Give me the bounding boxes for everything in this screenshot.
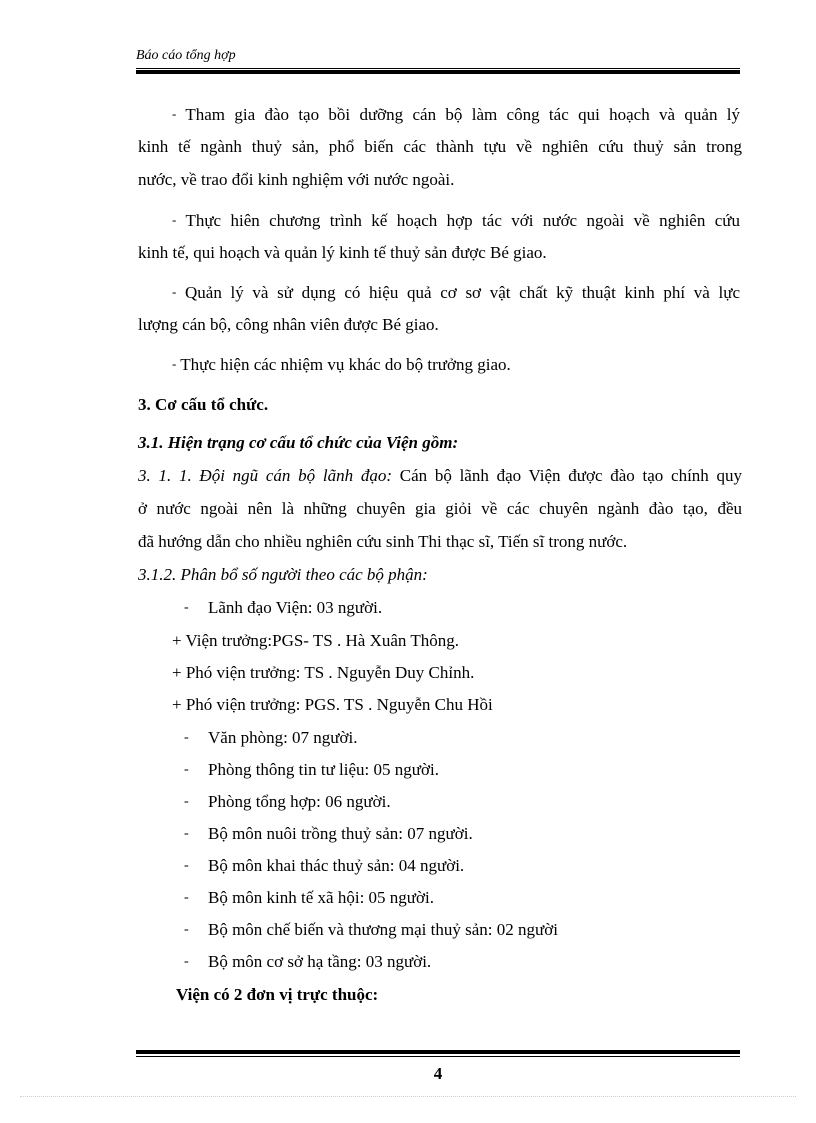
bullet-dash: - bbox=[184, 794, 189, 809]
paragraph-2-text: Thực hiên chương trình kế hoạch hợp tác với nước ngoài về nghiên cứu bbox=[185, 211, 740, 230]
header-rule-thick bbox=[136, 70, 740, 74]
bullet-dash: - bbox=[184, 922, 189, 937]
bullet-dash: - bbox=[184, 858, 189, 873]
bullet-dash: - bbox=[184, 600, 189, 615]
paragraph-1-text: Tham gia đào tạo bồi dưỡng cán bộ làm công tác qui hoạch và quản lý bbox=[185, 105, 740, 124]
list-item-text: Bộ môn nuôi trồng thuỷ sản: 07 người. bbox=[208, 824, 473, 843]
page-number: 4 bbox=[433, 1064, 443, 1083]
bullet-dash: - bbox=[172, 356, 177, 371]
section-heading: 3. Cơ cấu tổ chức. bbox=[138, 395, 269, 414]
paragraph-1-line-1 bbox=[172, 103, 740, 126]
list-item bbox=[184, 887, 788, 909]
bullet-dash: - bbox=[172, 212, 177, 227]
list-item bbox=[184, 951, 788, 973]
bullet-dash: - bbox=[184, 890, 189, 905]
paragraph-3-line-2: lượng cán bộ, công nhân viên được Bé giao. bbox=[138, 315, 439, 334]
list-item-text: Phòng tổng hợp: 06 người. bbox=[208, 792, 391, 811]
list-item bbox=[184, 727, 788, 749]
paragraph-4-line-1 bbox=[172, 353, 740, 376]
paragraph-3-text: Quản lý và sử dụng có hiệu quả cơ sơ vật chất kỹ thuật kinh phí và lực bbox=[185, 283, 741, 302]
list-item-text: Phòng thông tin tư liệu: 05 người. bbox=[208, 760, 439, 779]
bullet-dash: - bbox=[184, 730, 189, 745]
list-item bbox=[184, 919, 788, 941]
s312-label: 3.1.2. Phân bổ số người theo các bộ phận: bbox=[138, 565, 428, 584]
leader-item: + Viện trưởng:PGS- TS . Hà Xuân Thông. bbox=[172, 631, 459, 650]
list-item bbox=[184, 823, 788, 845]
header-rule-thin bbox=[136, 68, 740, 69]
leader-item: + Phó viện trưởng: TS . Nguyễn Duy Chỉnh. bbox=[172, 663, 475, 682]
list-item-text: Văn phòng: 07 người. bbox=[208, 728, 358, 747]
subsection-heading: 3.1. Hiện trạng cơ cấu tổ chức của Viện gồm: bbox=[138, 433, 459, 452]
footer-rule-thick bbox=[136, 1050, 740, 1054]
bullet-dash: - bbox=[184, 826, 189, 841]
paragraph-1-line-3: nước, về trao đổi kinh nghiệm với nước ngoài. bbox=[138, 170, 455, 189]
list-item-text: Bộ môn cơ sở hạ tầng: 03 người. bbox=[208, 952, 432, 971]
bullet-dash: - bbox=[172, 284, 177, 299]
s311-label: 3. 1. 1. Đội ngũ cán bộ lãnh đạo: bbox=[138, 466, 392, 485]
bullet-dash: - bbox=[184, 954, 189, 969]
bullet-dash: - bbox=[172, 106, 177, 121]
header-title: Báo cáo tổng hợp bbox=[136, 48, 236, 63]
bullet-dash: - bbox=[184, 762, 189, 777]
footer-rule-thin bbox=[136, 1056, 740, 1057]
list-item bbox=[184, 759, 788, 781]
list-item-text: Bộ môn kinh tế xã hội: 05 người. bbox=[208, 888, 434, 907]
s311-line-3: đã hướng dẫn cho nhiều nghiên cứu sinh Thi thạc sĩ, Tiến sĩ trong nước. bbox=[138, 532, 628, 551]
s311-line-1 bbox=[138, 465, 742, 487]
page-edge-dots bbox=[20, 1096, 796, 1097]
paragraph-4-text: Thực hiện các nhiệm vụ khác do bộ trưởng giao. bbox=[180, 355, 511, 374]
paragraph-3-line-1 bbox=[172, 281, 740, 304]
s311-text: Cán bộ lãnh đạo Viện được đào tạo chính quy bbox=[399, 466, 743, 485]
paragraph-1-line-2: kinh tế ngành thuỷ sản, phổ biến các thành tựu về nghiên cứu thuỷ sản trong bbox=[138, 137, 742, 156]
leader-item: + Phó viện trưởng: PGS. TS . Nguyễn Chu Hồi bbox=[172, 695, 493, 714]
affiliates-heading: Viện có 2 đơn vị trực thuộc: bbox=[176, 985, 379, 1004]
list-item bbox=[184, 791, 788, 813]
paragraph-2-line-1 bbox=[172, 209, 740, 232]
list-item-leadership bbox=[184, 597, 788, 619]
s311-line-2: ở nước ngoài nên là những chuyên gia giỏi về các chuyên ngành đào tạo, đều bbox=[138, 499, 742, 518]
paragraph-2-line-2: kinh tế, qui hoạch và quản lý kinh tế thuỷ sản được Bé giao. bbox=[138, 243, 547, 262]
list-item-text: Lãnh đạo Viện: 03 người. bbox=[208, 598, 383, 617]
list-item-text: Bộ môn chế biến và thương mại thuỷ sản: 02 người bbox=[208, 920, 558, 939]
list-item-text: Bộ môn khai thác thuỷ sản: 04 người. bbox=[208, 856, 465, 875]
list-item bbox=[184, 855, 788, 877]
